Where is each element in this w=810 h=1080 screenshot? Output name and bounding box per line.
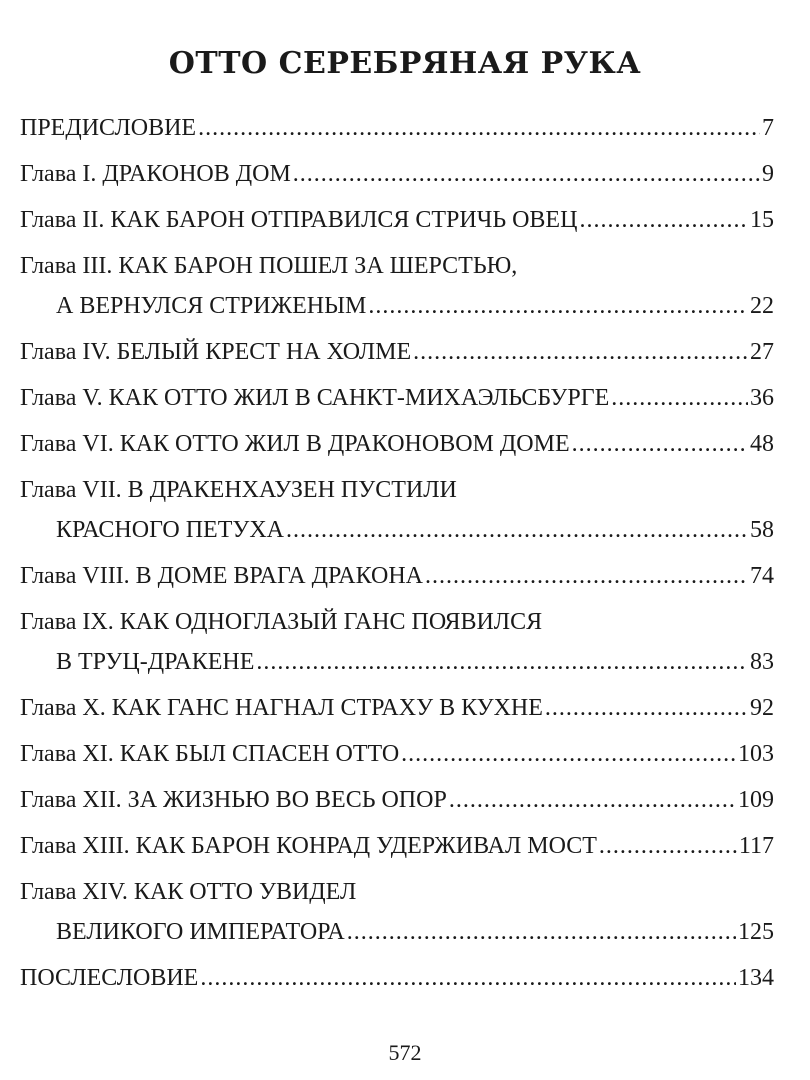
toc-entry-title: Глава VI. КАК ОТТО ЖИЛ В ДРАКОНОВОМ ДОМЕ xyxy=(20,431,570,457)
toc-entry-page: 22 xyxy=(750,293,774,319)
toc-entry-line xyxy=(20,642,774,688)
toc-entry xyxy=(20,780,774,826)
toc-entry xyxy=(20,200,774,246)
toc-entry-title: Глава VIII. В ДОМЕ ВРАГА ДРАКОНА xyxy=(20,563,423,589)
toc-entry-page: 92 xyxy=(750,695,774,721)
toc-entry-page: 103 xyxy=(738,741,774,767)
toc-entry-title-line: Глава III. КАК БАРОН ПОШЕЛ ЗА ШЕРСТЬЮ, xyxy=(20,253,518,279)
toc-entry xyxy=(20,688,774,734)
dot-leader xyxy=(572,424,748,464)
toc-entry-page: 58 xyxy=(750,517,774,543)
toc-entry-title: Глава V. КАК ОТТО ЖИЛ В САНКТ-МИХАЭЛЬСБУРГЕ xyxy=(20,385,610,411)
toc-entry-line xyxy=(20,912,774,958)
dot-leader xyxy=(425,556,748,596)
toc-entry-title: Глава XIII. КАК БАРОН КОНРАД УДЕРЖИВАЛ МОСТ xyxy=(20,833,597,859)
toc-entry-line xyxy=(20,510,774,556)
dot-leader xyxy=(368,286,748,326)
toc-entry xyxy=(20,602,774,688)
dot-leader xyxy=(545,688,748,728)
toc-entry-page: 134 xyxy=(738,965,774,991)
toc-entry-page: 9 xyxy=(762,161,774,187)
toc-entry-page: 36 xyxy=(750,385,774,411)
toc-entry xyxy=(20,958,774,1004)
toc-entry-line xyxy=(20,378,774,424)
toc-entry-title: Глава IV. БЕЛЫЙ КРЕСТ НА ХОЛМЕ xyxy=(20,339,412,365)
toc-entry xyxy=(20,826,774,872)
toc-entry-page: 125 xyxy=(738,919,774,945)
toc-entry-line xyxy=(20,154,774,200)
toc-entry xyxy=(20,246,774,332)
toc-entry-title: КРАСНОГО ПЕТУХА xyxy=(56,517,285,543)
toc-entry-line xyxy=(20,556,774,602)
toc-entry xyxy=(20,734,774,780)
toc-entry-line xyxy=(20,200,774,246)
toc-entry-title: А ВЕРНУЛСЯ СТРИЖЕНЫМ xyxy=(56,293,367,319)
page-title: ОТТО СЕРЕБРЯНАЯ РУКА xyxy=(168,46,642,81)
toc-entry-line xyxy=(20,286,774,332)
dot-leader xyxy=(200,958,736,998)
toc-entry-page: 83 xyxy=(750,649,774,675)
toc-entry-title-line: Глава VII. В ДРАКЕНХАУЗЕН ПУСТИЛИ xyxy=(20,477,457,503)
toc-entry-title-line: Глава IX. КАК ОДНОГЛАЗЫЙ ГАНС ПОЯВИЛСЯ xyxy=(20,609,543,635)
toc-entry-line xyxy=(20,688,774,734)
dot-leader xyxy=(401,734,736,774)
dot-leader xyxy=(347,912,736,952)
toc-entry xyxy=(20,378,774,424)
dot-leader xyxy=(611,378,748,418)
table-of-contents xyxy=(20,108,774,1004)
toc-entry-page: 74 xyxy=(750,563,774,589)
toc-entry-title-line: Глава XIV. КАК ОТТО УВИДЕЛ xyxy=(20,879,357,905)
toc-entry-line xyxy=(20,780,774,826)
toc-entry xyxy=(20,154,774,200)
toc-entry-page: 7 xyxy=(762,115,774,141)
toc-entry-line xyxy=(20,958,774,1004)
toc-entry-page: 27 xyxy=(750,339,774,365)
toc-entry-title: Глава X. КАК ГАНС НАГНАЛ СТРАХУ В КУХНЕ xyxy=(20,695,543,721)
toc-entry xyxy=(20,424,774,470)
dot-leader xyxy=(599,826,737,866)
dot-leader xyxy=(293,154,760,194)
toc-entry xyxy=(20,556,774,602)
dot-leader xyxy=(198,108,760,148)
toc-entry xyxy=(20,332,774,378)
toc-entry-page: 15 xyxy=(750,207,774,233)
page-number: 572 xyxy=(388,1040,422,1065)
toc-entry-line xyxy=(20,332,774,378)
dot-leader xyxy=(413,332,748,372)
toc-entry-line xyxy=(20,826,774,872)
toc-entry-title: Глава II. КАК БАРОН ОТПРАВИЛСЯ СТРИЧЬ ОВЕЦ xyxy=(20,207,578,233)
toc-entry xyxy=(20,872,774,958)
dot-leader xyxy=(286,510,748,550)
toc-entry-title: Глава XI. КАК БЫЛ СПАСЕН ОТТО xyxy=(20,741,400,767)
dot-leader xyxy=(579,200,748,240)
toc-entry-title: В ТРУЦ-ДРАКЕНЕ xyxy=(56,649,255,675)
toc-entry-page: 48 xyxy=(750,431,774,457)
toc-entry-title: Глава XII. ЗА ЖИЗНЬЮ ВО ВЕСЬ ОПОР xyxy=(20,787,447,813)
toc-entry-line xyxy=(20,424,774,470)
toc-entry-page: 117 xyxy=(738,833,774,859)
toc-entry-title: ВЕЛИКОГО ИМПЕРАТОРА xyxy=(56,919,345,945)
toc-entry xyxy=(20,470,774,556)
toc-entry xyxy=(20,108,774,154)
toc-entry-line xyxy=(20,108,774,154)
toc-entry-title: Глава I. ДРАКОНОВ ДОМ xyxy=(20,161,291,187)
toc-entry-page: 109 xyxy=(738,787,774,813)
dot-leader xyxy=(256,642,748,682)
dot-leader xyxy=(449,780,736,820)
toc-entry-title: ПРЕДИСЛОВИЕ xyxy=(20,115,197,141)
toc-entry-title: ПОСЛЕСЛОВИЕ xyxy=(20,965,199,991)
toc-entry-line xyxy=(20,734,774,780)
